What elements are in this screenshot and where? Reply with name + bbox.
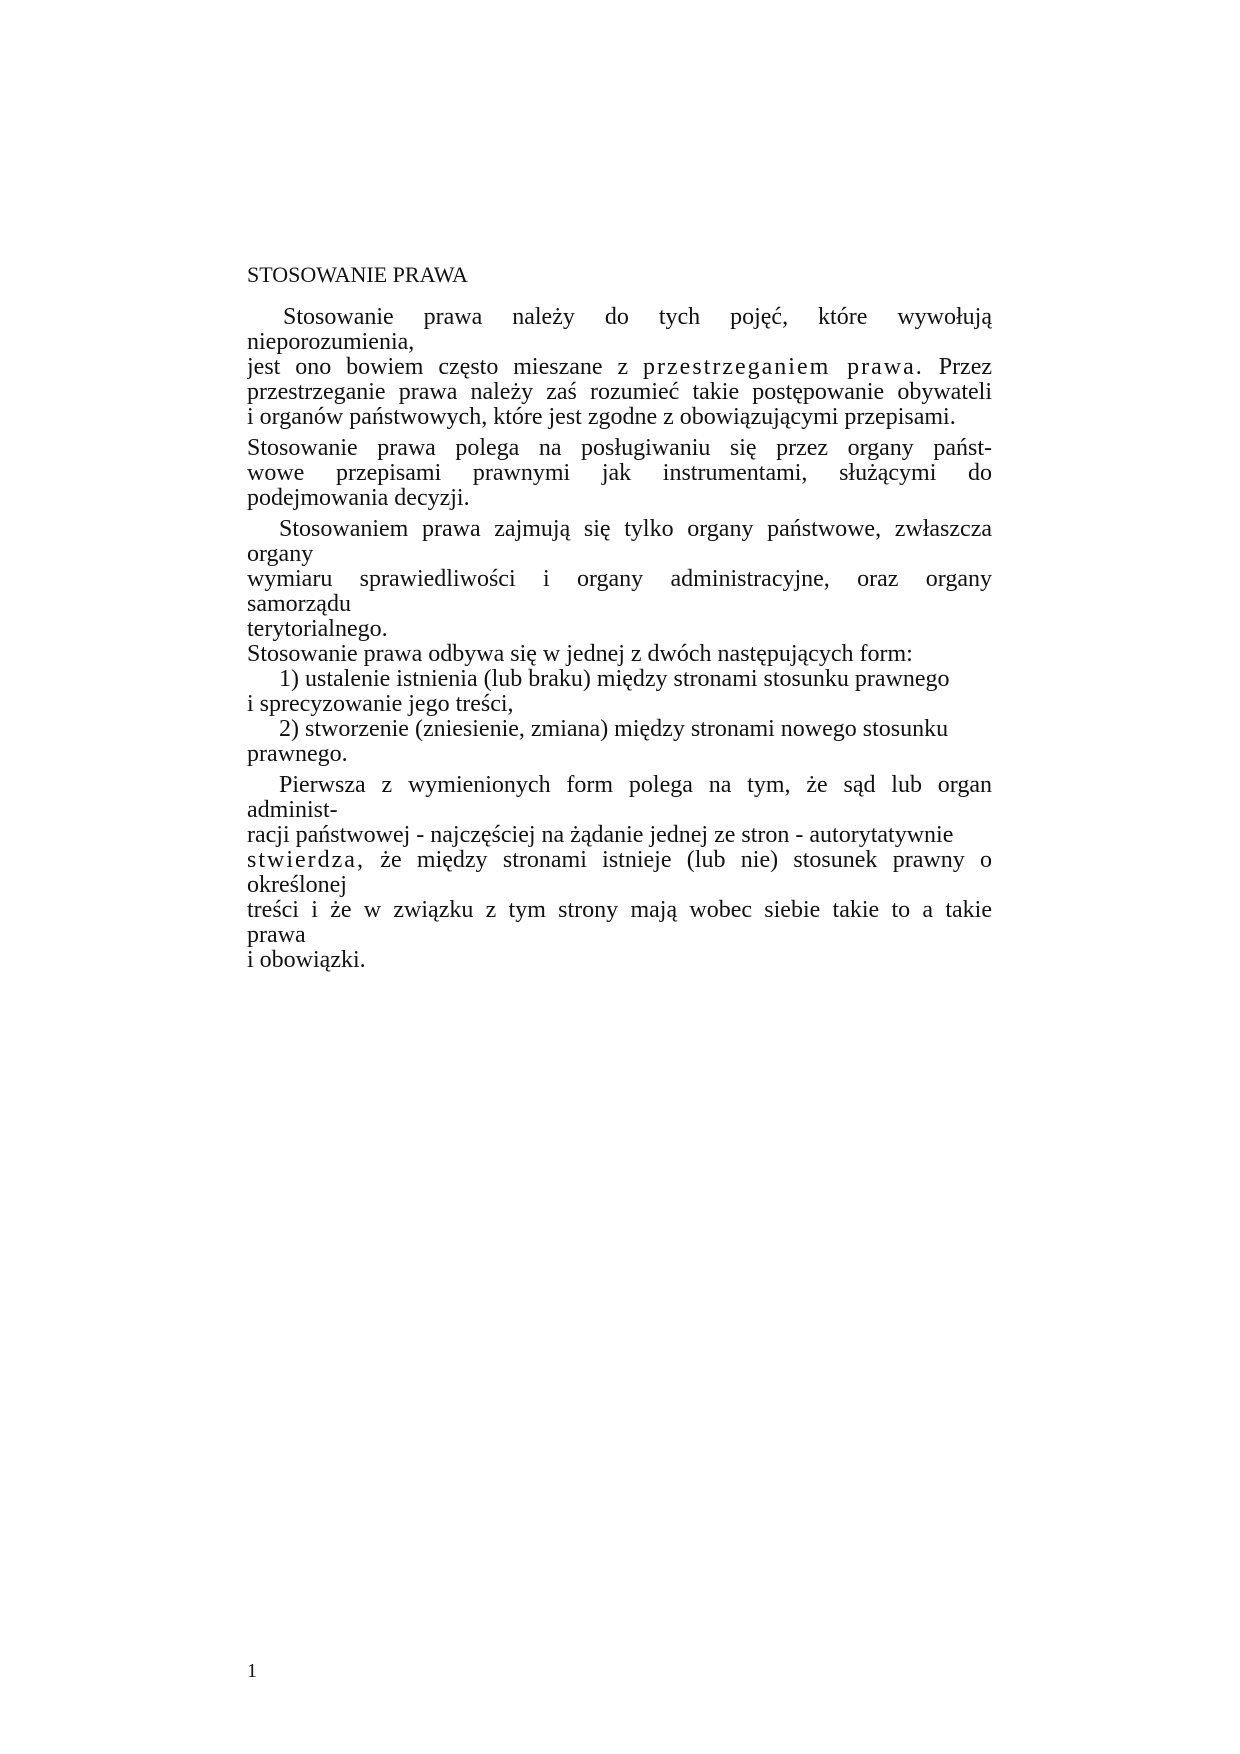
text-fragment: Przez <box>938 355 992 380</box>
text-line: terytorialnego. <box>247 616 388 642</box>
text-line: treści i że w związku z tym strony mają wobec siebie takie to a takie <box>247 898 992 923</box>
text-line <box>247 848 992 873</box>
page-number: 1 <box>247 1660 257 1682</box>
document-title: STOSOWANIE PRAWA <box>247 262 468 287</box>
text-line: Stosowanie prawa polega na posługiwaniu się przez organy państ- <box>247 436 992 461</box>
text-line <box>247 355 992 380</box>
text-line: nieporozumienia, <box>247 329 415 355</box>
text-line: Stosowanie prawa odbywa się w jednej z dwóch następujących form: <box>247 641 913 667</box>
document-body <box>247 305 992 973</box>
text-fragment: że między stronami istnieje (lub nie) stosunek prawny o <box>380 848 992 873</box>
text-line: określonej <box>247 872 347 898</box>
text-line: prawnego. <box>247 741 348 767</box>
text-line: wowe przepisami prawnymi jak instrumentami, służącymi do <box>247 461 992 486</box>
emphasized-term: stwierdza, <box>247 848 365 873</box>
list-item: 1) ustalenie istnienia (lub braku) między stronami stosunku prawnego <box>279 666 950 692</box>
text-line: Stosowanie prawa należy do tych pojęć, które wywołują <box>283 305 992 330</box>
text-line: organy <box>247 541 314 567</box>
text-line: wymiaru sprawiedliwości i organy administracyjne, oraz organy <box>247 567 992 592</box>
list-item: 2) stworzenie (zniesienie, zmiana) między stronami nowego stosunku <box>279 716 949 742</box>
text-line: Stosowaniem prawa zajmują się tylko organy państwowe, zwłaszcza <box>279 517 992 542</box>
text-line: samorządu <box>247 591 351 617</box>
text-line: i sprecyzowanie jego treści, <box>247 691 514 717</box>
text-line: prawa <box>247 922 306 948</box>
text-line: racji państwowej - najczęściej na żądanie jednej ze stron - autorytatywnie <box>247 822 954 848</box>
text-line: przestrzeganie prawa należy zaś rozumieć takie postępowanie obywateli <box>247 380 992 405</box>
text-line: i organów państwowych, które jest zgodne z obowiązującymi przepisami. <box>247 404 956 430</box>
emphasized-term: przestrzeganiem prawa. <box>643 355 924 380</box>
text-line: administ- <box>247 797 338 823</box>
text-line: i obowiązki. <box>247 947 366 973</box>
text-line: Pierwsza z wymienionych form polega na tym, że sąd lub organ <box>279 773 992 798</box>
text-fragment: jest ono bowiem często mieszane z <box>247 355 629 380</box>
text-line: podejmowania decyzji. <box>247 485 470 511</box>
